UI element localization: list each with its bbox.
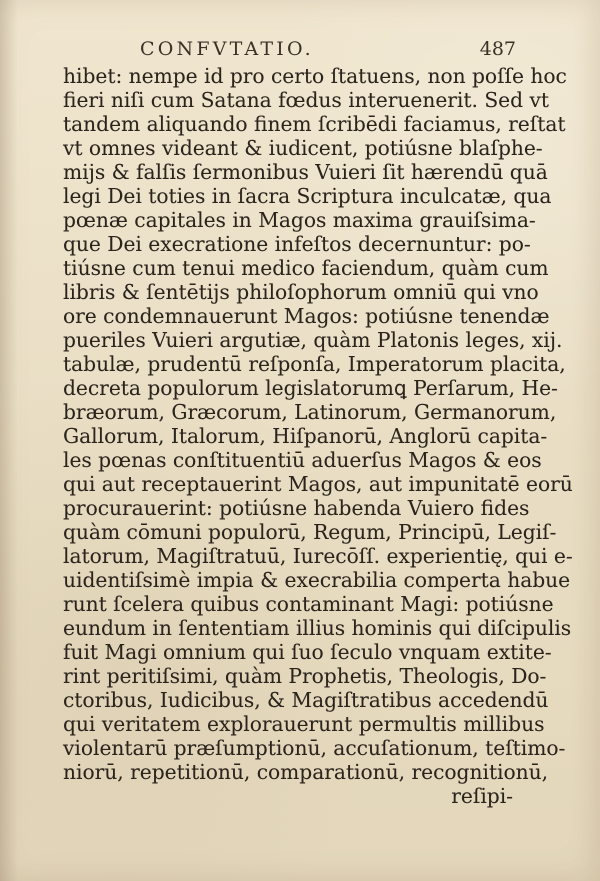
- text-line: quàm cōmuni populorū, Regum, Principū, Legiſ-: [63, 520, 557, 544]
- catchword: reſipi-: [451, 784, 513, 808]
- text-line: bræorum, Græcorum, Latinorum, Germanorum,: [63, 400, 557, 424]
- text-line: legi Dei toties in ſacra Scriptura inculcatæ, qua: [63, 184, 552, 208]
- text-line: tiúsne cum tenui medico faciendum, quàm cum: [63, 256, 549, 280]
- text-line: Gallorum, Italorum, Hiſpanorū, Anglorū capita-: [63, 424, 548, 448]
- running-head: CONFVTATIO.: [140, 38, 314, 60]
- text-line: latorum, Magiſtratuū, Iurecōſſ. experientię, qui e-: [63, 544, 573, 568]
- text-line: runt ſcelera quibus contaminant Magi: potiúsne: [63, 592, 554, 616]
- text-line: libris & ſentētijs philoſophorum omniū qui vno: [63, 280, 539, 304]
- text-line: tabulæ, prudentū reſponſa, Imperatorum placita,: [63, 352, 566, 376]
- body-text: [63, 64, 573, 824]
- text-line: tandem aliquando finem ſcribēdi faciamus, reſtat: [63, 112, 566, 136]
- text-line: decreta populorum legislatorumꝗ Perſarum, He-: [63, 376, 558, 400]
- text-line: uidentiſsimè impia & execrabilia comperta habue: [63, 568, 571, 592]
- text-line: niorū, repetitionū, comparationū, recognitionū,: [63, 760, 549, 784]
- text-line: les pœnas conſtituentiū aduerſus Magos & eos: [63, 448, 542, 472]
- text-line: fuit Magi omnium qui ſuo ſeculo vnquam extite-: [63, 640, 552, 664]
- text-line: pœnæ capitales in Magos maxima grauiſsima-: [63, 208, 536, 232]
- text-line: pueriles Vuieri argutiæ, quàm Platonis leges, xij.: [63, 328, 563, 352]
- text-line: fieri niſi cum Satana fœdus interuenerit. Sed vt: [63, 88, 549, 112]
- text-line: mijs & falſis ſermonibus Vuieri ſit hærendū quā: [63, 160, 548, 184]
- text-line: eundum in ſententiam illius hominis qui diſcipulis: [63, 616, 572, 640]
- text-line: ctoribus, Iudicibus, & Magiſtratibus accedendū: [63, 688, 549, 712]
- text-line: que Dei execratione infeſtos decernuntur: po-: [63, 232, 531, 256]
- page-edge-shadow: [0, 0, 18, 881]
- text-line: vt omnes videant & iudicent, potiúsne blaſphe-: [63, 136, 543, 160]
- text-line: qui veritatem explorauerunt permultis millibus: [63, 712, 545, 736]
- text-line: qui aut receptauerint Magos, aut impunitatē eorū: [63, 472, 573, 496]
- page-number: 487: [479, 38, 516, 60]
- text-line: ore condemnauerunt Magos: potiúsne tenendæ: [63, 304, 550, 328]
- text-line: violentarū præſumptionū, accuſationum, teſtimo-: [63, 736, 566, 760]
- text-line: hibet: nempe id pro certo ſtatuens, non poſſe hoc: [63, 64, 567, 88]
- text-line: procurauerint: potiúsne habenda Vuiero fides: [63, 496, 530, 520]
- page-header: [140, 38, 516, 62]
- text-line: rint peritiſsimi, quàm Prophetis, Theologis, Do-: [63, 664, 547, 688]
